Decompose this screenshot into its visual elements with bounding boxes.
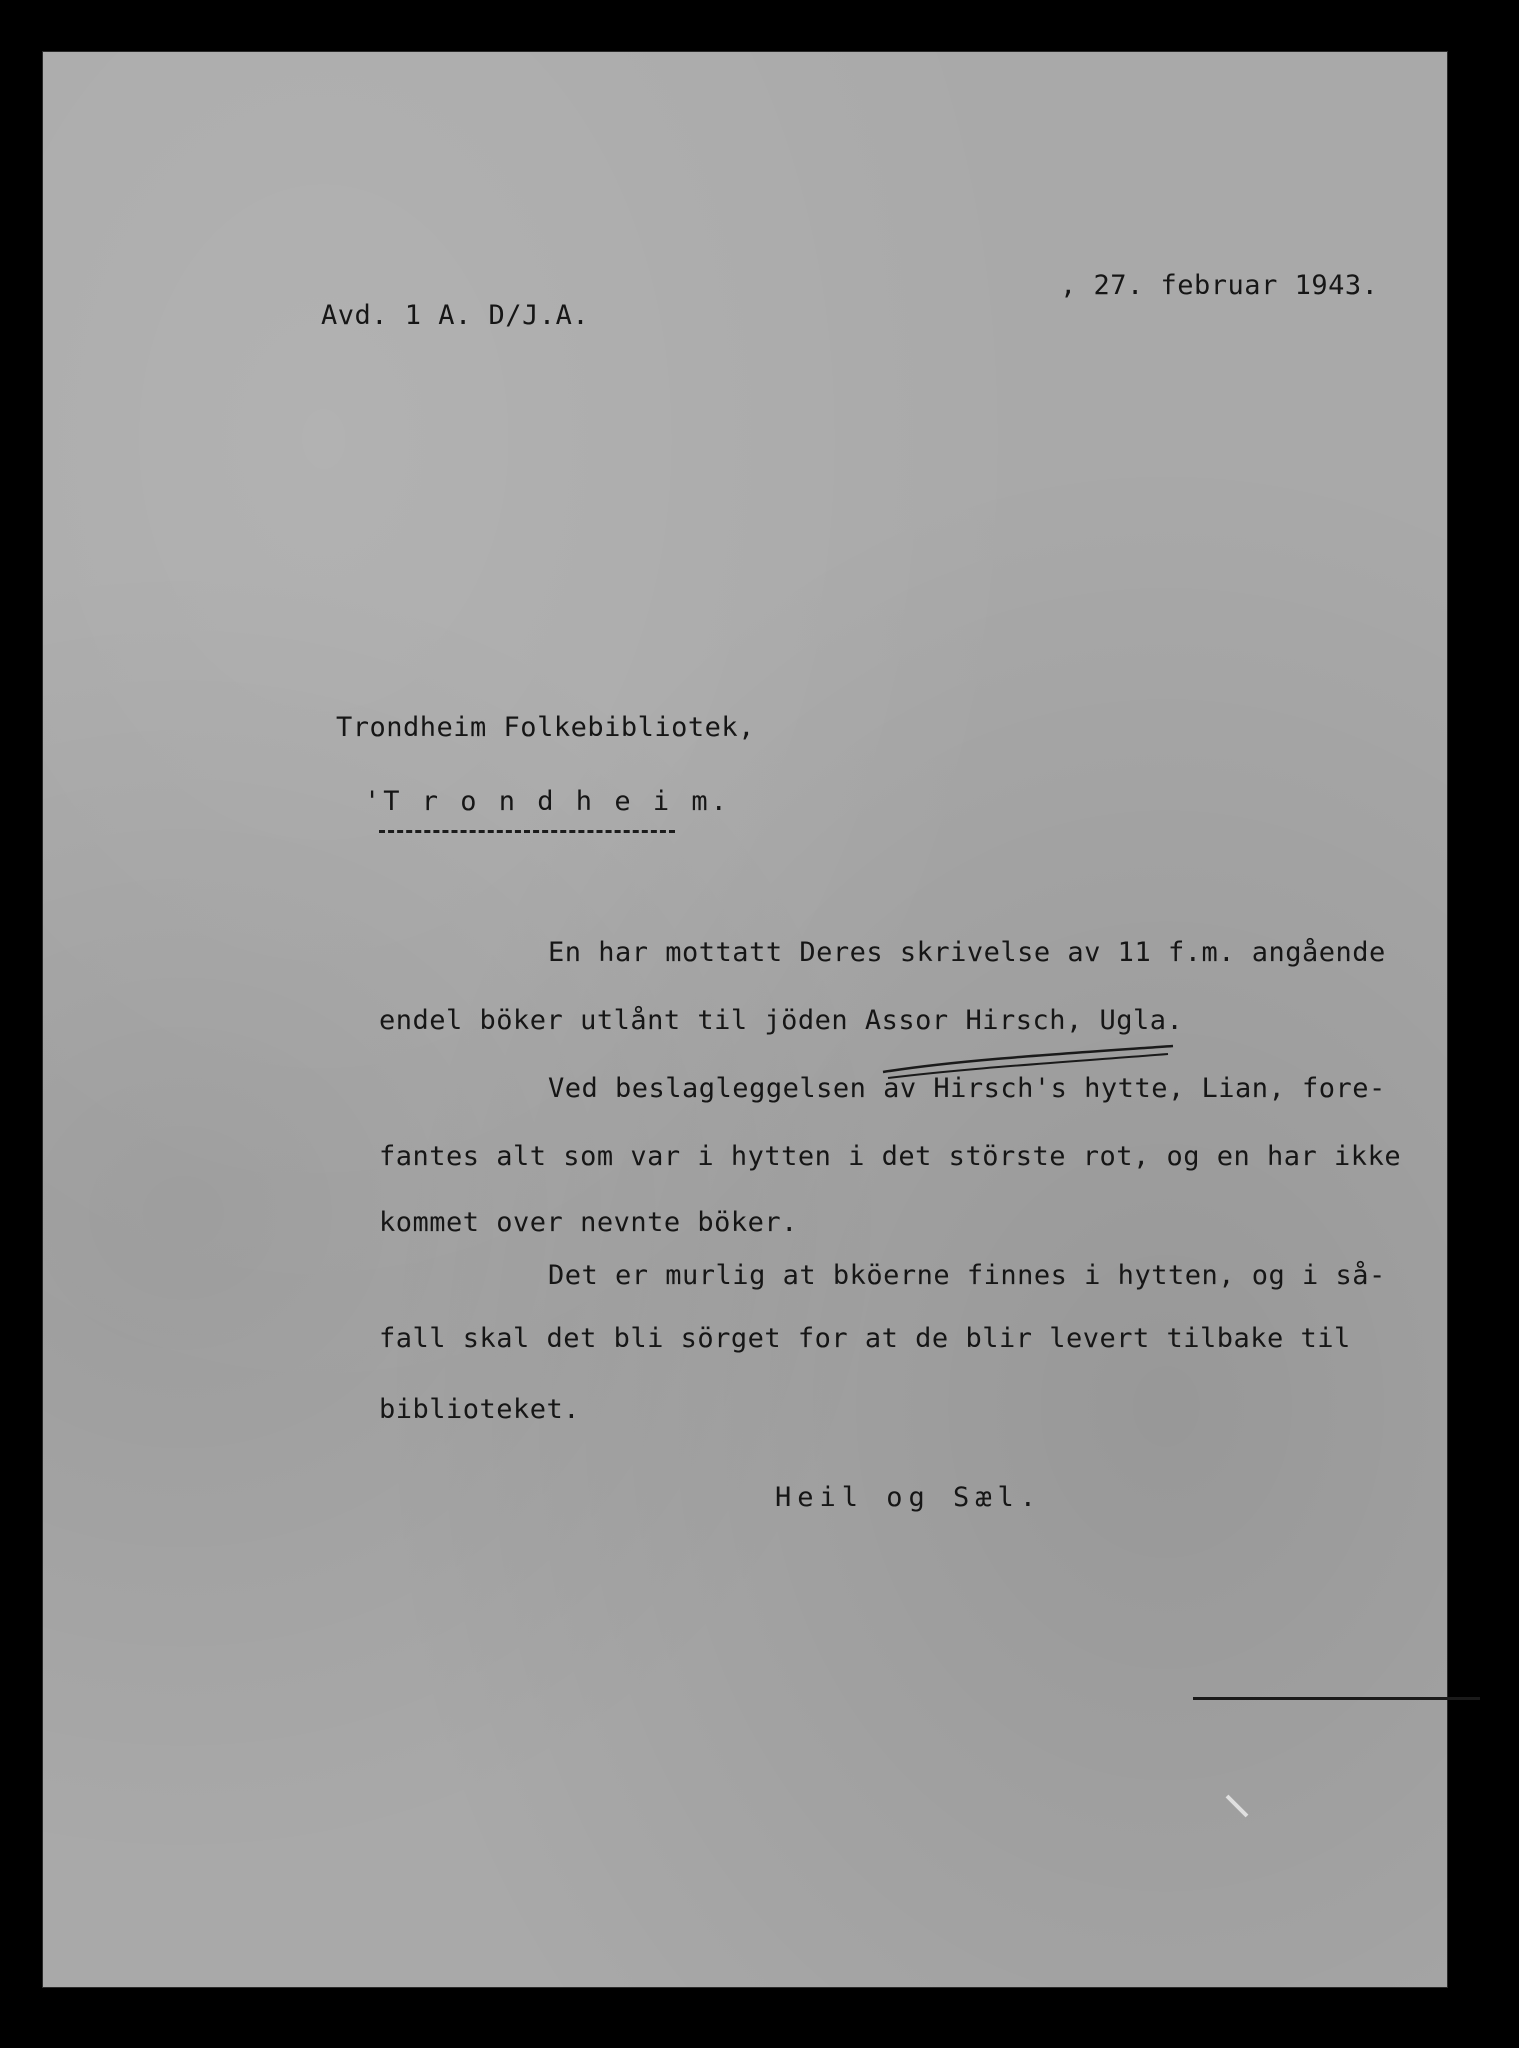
paper-mark (1223, 1792, 1253, 1822)
body-line: fantes alt som var i hytten i det störste rot, og en har ikke (379, 1141, 1402, 1172)
signature-line (1193, 1697, 1480, 1700)
document-page (43, 52, 1447, 1987)
recipient-city: 'T r o n d h e i m. (364, 786, 730, 817)
closing-salutation: Heil og Sæl. (775, 1482, 1043, 1513)
city-dashed-underline (379, 830, 675, 833)
body-line: biblioteket. (379, 1394, 581, 1425)
body-line: En har mottatt Deres skrivelse av 11 f.m. angående (548, 937, 1386, 968)
body-line: Det er murlig at bköerne finnes i hytten, og i så- (548, 1260, 1386, 1291)
handwritten-underline (878, 1042, 1178, 1082)
letter-date: , 27. februar 1943. (1060, 270, 1379, 301)
body-line: endel böker utlånt til jöden Assor Hirsch, Ugla. (379, 1005, 1184, 1036)
body-line: fall skal det bli sörget for at de blir levert tilbake til (379, 1323, 1351, 1354)
body-line: Ved beslagleggelsen av Hirsch's hytte, Lian, fore- (548, 1073, 1386, 1104)
body-line: kommet over nevnte böker. (379, 1207, 798, 1238)
recipient-name: Trondheim Folkebibliotek, (336, 712, 755, 743)
reference-code: Avd. 1 A. D/J.A. (321, 300, 590, 331)
